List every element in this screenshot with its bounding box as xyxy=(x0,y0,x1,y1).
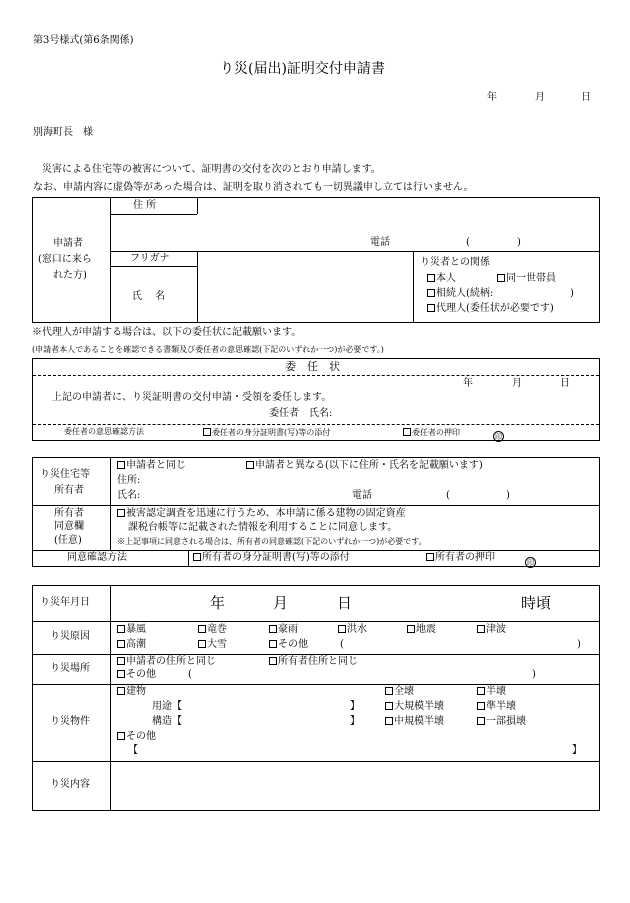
checkbox-icon[interactable] xyxy=(117,625,125,633)
proxy-note-2: (申請者本人であることを確認できる書類及び委任者の意思確認(下記のいずれか一つ)が必要です。) xyxy=(32,345,384,354)
property-other-open: 【 xyxy=(128,745,138,756)
damage-large-half-option[interactable]: 大規模半壊 xyxy=(385,702,444,712)
relation-heir-close: ) xyxy=(570,288,574,299)
proxy-confirm-id-option[interactable]: 委任者の身分証明書(写)等の添付 xyxy=(203,428,330,437)
owner-name-field[interactable] xyxy=(150,489,340,503)
property-other-close: 】 xyxy=(572,745,582,756)
intro-line-1: 災害による住宅等の被害について、証明書の交付を次のとおり申請します。 xyxy=(42,164,381,175)
consent-note: ※上記事項に同意される場合は、所有者の同意確認(下記のいずれか一つ)が必要です。 xyxy=(117,537,427,546)
checkbox-icon[interactable] xyxy=(427,289,435,297)
cause-label: り災原因 xyxy=(50,631,90,642)
phone-paren-close: ) xyxy=(517,237,521,248)
damage-partial-option[interactable]: 一部損壊 xyxy=(477,717,526,727)
proxy-note-1: ※代理人が申請する場合は、以下の委任状に記載願います。 xyxy=(32,327,302,338)
intro-line-2: なお、申請内容に虚偽等があった場合は、証明を取り消されても一切異議申し立ては行いません。 xyxy=(33,182,474,193)
checkbox-icon[interactable] xyxy=(269,640,277,648)
relation-agent-option[interactable]: 代理人(委任状が必要です) xyxy=(427,304,554,314)
property-structure-close: 】 xyxy=(350,716,360,727)
checkbox-icon[interactable] xyxy=(117,461,125,469)
location-paren-open: ( xyxy=(188,669,192,680)
property-label: り災物件 xyxy=(50,716,90,727)
cause-tornado-option[interactable]: 竜巻 xyxy=(198,625,227,635)
checkbox-icon[interactable] xyxy=(407,625,415,633)
disaster-date-year: 年 xyxy=(210,594,226,612)
checkbox-icon[interactable] xyxy=(403,428,411,436)
checkbox-icon[interactable] xyxy=(477,687,485,695)
damage-semi-half-option[interactable]: 準半壊 xyxy=(477,702,516,712)
applicant-label-2: (窓口に来ら xyxy=(38,254,92,265)
applicant-phone-field[interactable] xyxy=(474,236,514,250)
owner-phone-label: 電話 xyxy=(352,490,372,501)
checkbox-icon[interactable] xyxy=(477,717,485,725)
checkbox-icon[interactable] xyxy=(338,625,346,633)
owner-address-label: 住所: xyxy=(117,475,141,486)
proxy-month: 月 xyxy=(512,378,522,389)
confirm-method-label: 委任者の意思確認方法 xyxy=(64,427,144,436)
checkbox-icon[interactable] xyxy=(117,657,125,665)
form-number: 第3号様式(第6条関係) xyxy=(33,35,134,46)
location-label: り災場所 xyxy=(50,663,90,674)
proxy-title: 委 任 状 xyxy=(285,360,340,373)
property-structure-field[interactable] xyxy=(196,715,346,729)
cause-high-tide-option[interactable]: 高潮 xyxy=(117,640,146,650)
checkbox-icon[interactable] xyxy=(193,553,201,561)
date-month: 月 xyxy=(535,92,545,103)
checkbox-icon[interactable] xyxy=(385,717,393,725)
cause-flood-option[interactable]: 洪水 xyxy=(338,625,367,635)
owner-label-1: り災住宅等 xyxy=(40,469,90,480)
property-use-field[interactable] xyxy=(196,700,346,714)
location-other-field[interactable] xyxy=(196,668,530,682)
applicant-label-3: れた方) xyxy=(53,270,87,281)
delegator-name-field[interactable] xyxy=(350,406,590,422)
cause-paren-close: ) xyxy=(577,639,581,650)
location-applicant-option[interactable]: 申請者の住所と同じ xyxy=(117,657,216,667)
cause-tsunami-option[interactable]: 津波 xyxy=(477,625,506,635)
seal-icon: 印 xyxy=(495,433,502,441)
addressee: 別海町長 様 xyxy=(33,127,93,138)
owner-confirm-seal-option[interactable]: 所有者の押印 xyxy=(426,553,495,563)
address-label: 住 所 xyxy=(133,200,157,211)
proxy-day: 日 xyxy=(560,378,570,389)
cause-other-field[interactable] xyxy=(348,638,574,652)
owner-same-option[interactable]: 申請者と同じ xyxy=(117,461,186,471)
furigana-field[interactable] xyxy=(198,252,411,266)
content-label: り災内容 xyxy=(50,779,90,790)
checkbox-icon[interactable] xyxy=(497,274,505,282)
proxy-confirm-seal-option[interactable]: 委任者の押印 xyxy=(403,428,460,437)
relation-household-option[interactable]: 同一世帯員 xyxy=(497,274,556,284)
furigana-label: フリガナ xyxy=(130,253,170,264)
owner-phone-field[interactable] xyxy=(454,489,504,503)
location-other-option[interactable]: その他 xyxy=(117,670,156,680)
phone-label: 電話 xyxy=(370,237,390,248)
consent-option[interactable]: 被害認定調査を迅速に行うため、本申請に係る建物の固定資産 xyxy=(117,509,406,519)
checkbox-icon[interactable] xyxy=(117,732,125,740)
owner-different-option[interactable]: 申請者と異なる(以下に住所・氏名を記載願います) xyxy=(246,461,483,471)
property-other-field[interactable] xyxy=(142,744,570,758)
seal-icon: 印 xyxy=(527,559,534,567)
cause-earthquake-option[interactable]: 地震 xyxy=(407,625,436,635)
proxy-year: 年 xyxy=(463,378,473,389)
disaster-date-month: 月 xyxy=(273,594,289,612)
checkbox-icon[interactable] xyxy=(117,687,125,695)
applicant-label-1: 申請者 xyxy=(53,238,83,249)
consent-label-2: 同意欄 xyxy=(54,521,84,532)
page-title: り災(届出)証明交付申請書 xyxy=(220,61,385,77)
checkbox-icon[interactable] xyxy=(477,702,485,710)
checkbox-icon[interactable] xyxy=(427,274,435,282)
consent-label-3: (任意) xyxy=(54,535,82,546)
applicant-name-field[interactable] xyxy=(198,268,411,322)
damage-mid-half-option[interactable]: 中規模半壊 xyxy=(385,717,444,727)
consent-label-1: 所有者 xyxy=(54,508,84,519)
cause-other-option[interactable]: その他 xyxy=(269,640,308,650)
checkbox-icon[interactable] xyxy=(269,625,277,633)
name-label: 氏 名 xyxy=(132,291,166,302)
checkbox-icon[interactable] xyxy=(117,509,125,517)
proxy-statement: 上記の申請者に、り災証明書の交付申請・受領を委任します。 xyxy=(52,392,332,403)
owner-address-field[interactable] xyxy=(150,474,590,488)
cause-paren-open: ( xyxy=(340,639,344,650)
disaster-date-day: 日 xyxy=(337,594,353,612)
relation-heir-option[interactable]: 相続人(続柄: xyxy=(427,289,493,299)
phone-paren-open: ( xyxy=(466,237,470,248)
disaster-date-time: 時頃 xyxy=(521,594,552,612)
cause-storm-option[interactable]: 暴風 xyxy=(117,625,146,635)
owner-confirm-id-option[interactable]: 所有者の身分証明書(写)等の添付 xyxy=(193,553,350,563)
checkbox-icon[interactable] xyxy=(269,657,277,665)
location-owner-option[interactable]: 所有者住所と同じ xyxy=(269,657,358,667)
owner-name-label: 氏名: xyxy=(117,490,141,501)
consent-method-label: 同意確認方法 xyxy=(67,552,127,563)
checkbox-icon[interactable] xyxy=(117,670,125,678)
cause-heavy-rain-option[interactable]: 豪雨 xyxy=(269,625,298,635)
property-building-option[interactable]: 建物 xyxy=(117,687,146,697)
checkbox-icon[interactable] xyxy=(246,461,254,469)
property-use-label: 用途【 xyxy=(152,701,182,712)
date-year: 年 xyxy=(487,92,497,103)
checkbox-icon[interactable] xyxy=(198,640,206,648)
checkbox-icon[interactable] xyxy=(385,687,393,695)
disaster-content-field[interactable] xyxy=(112,763,598,809)
damage-total-option[interactable]: 全壊 xyxy=(385,687,414,697)
owner-phone-open: ( xyxy=(446,490,450,501)
checkbox-icon[interactable] xyxy=(385,702,393,710)
location-paren-close: ) xyxy=(532,669,536,680)
checkbox-icon[interactable] xyxy=(198,625,206,633)
checkbox-icon[interactable] xyxy=(117,640,125,648)
property-structure-label: 構造【 xyxy=(152,716,182,727)
date-day: 日 xyxy=(581,92,591,103)
damage-half-option[interactable]: 半壊 xyxy=(477,687,506,697)
applicant-address-field[interactable] xyxy=(198,215,598,249)
disaster-date-label: り災年月日 xyxy=(40,597,90,608)
property-other-option[interactable]: その他 xyxy=(117,732,156,742)
owner-phone-close: ) xyxy=(506,490,510,501)
checkbox-icon[interactable] xyxy=(426,553,434,561)
consent-line-2: 課税台帳等に記載された情報を利用することに同意します。 xyxy=(128,522,398,533)
checkbox-icon[interactable] xyxy=(477,625,485,633)
checkbox-icon[interactable] xyxy=(203,428,211,436)
delegator-label: 委任者 氏名: xyxy=(269,408,333,419)
relation-self-option[interactable]: 本人 xyxy=(427,274,456,284)
cause-heavy-snow-option[interactable]: 大雪 xyxy=(198,640,227,650)
owner-label-2: 所有者 xyxy=(54,485,84,496)
relation-title: り災者との関係 xyxy=(420,257,490,268)
property-use-close: 】 xyxy=(350,701,360,712)
checkbox-icon[interactable] xyxy=(427,304,435,312)
